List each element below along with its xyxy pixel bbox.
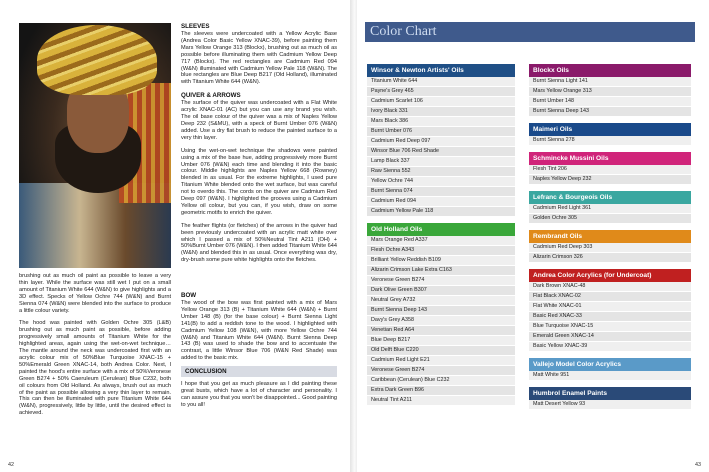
paint-color-row: Cadmium Red Light 361 bbox=[529, 204, 691, 214]
paint-color-row: Alizarin Crimson Lake Extra C163 bbox=[367, 266, 515, 276]
page-number-right: 43 bbox=[695, 462, 701, 468]
paint-brand-heading: Humbrol Enamel Paints bbox=[529, 387, 691, 400]
paint-brand-heading: Schmincke Mussini Oils bbox=[529, 152, 691, 165]
paint-color-row: Cadmium Yellow Pale 118 bbox=[367, 207, 515, 217]
conclusion-text: I hope that you get as much pleasure as I did painting these great busts, which have a lot of character and personality. I can assure you that you won't be disappointed... Good painting to you all! bbox=[181, 381, 337, 408]
paint-color-row: Matt Desert Yellow 93 bbox=[529, 400, 691, 410]
paint-color-row: Burnt Umber 148 bbox=[529, 97, 691, 107]
paint-brand-heading: Rembrandt Oils bbox=[529, 230, 691, 243]
paint-color-row: Blue Deep B217 bbox=[367, 336, 515, 346]
paint-color-row: Cadmium Red Light E21 bbox=[367, 356, 515, 366]
paint-list bbox=[529, 400, 691, 410]
paint-brand-heading: Winsor & Newton Artists' Oils bbox=[367, 64, 515, 77]
paint-color-row: Lamp Black 337 bbox=[367, 157, 515, 167]
quiver-text-3: The feather flights (or fletches) of the arrows in the quiver had been previously undercoated with an acrylic matt white over which I passed a mix of 50%Neutral Tint A211 (OH) + 50%Burnt Umber 076 (W&N). I then added Titanium White 644 (W&N) and blended this in as usual. Once everything was dry, dry-brush some pure white highlights onto the fletches. bbox=[181, 222, 337, 264]
body-text-2: The hood was painted with Golden Ochre 305 (L&B) brushing out as much paint as possible, before adding progressively small amounts of Titanium White for the highlighted areas, again using the wet-on-wet technique… The mantle around the neck was undercoated first with an acrylic colour mix of 50%Blue Turquoise XNAC-15 + 50%Emerald Green XNAC-14, both Andrea Color. Next, I painted the hood's entire surface with a mix of 50%Veronese Green B274 + 50% Caeruleum (Cerulean) Blue C232, both oil colours from Old Holland. As always, brush out as much of the paint as possible allowing a very thin layer to remain. This can then be illuminated with pure Titanium White 644 (W&N), progressively, little by little, until the desired effect is achieved. bbox=[19, 320, 171, 417]
paint-color-row: Dark Olive Green B307 bbox=[367, 286, 515, 296]
paint-color-row: Yellow Ochre 744 bbox=[367, 177, 515, 187]
paint-brand-section bbox=[367, 64, 515, 217]
paint-color-row: Flat White XNAC-01 bbox=[529, 302, 691, 312]
paint-brand-section bbox=[529, 123, 691, 146]
paint-list bbox=[367, 236, 515, 406]
paint-color-row: Cadmium Scarlet 106 bbox=[367, 97, 515, 107]
page-number-left: 42 bbox=[8, 462, 14, 468]
article-column-right bbox=[181, 23, 337, 264]
quiver-text-1: The surface of the quiver was undercoated with a Flat White acrylic XNAC-01 (AC) but you can use any brand you wish. The oil base colour of the quiver was a mix of Naples Yellow Deep 232 (S&MU), with a speck of Burnt Umber 076 (W&N) added. Use a dry flat brush to reduce the painted surface to a very thin layer. bbox=[181, 100, 337, 141]
paint-color-row: Neutral Grey A732 bbox=[367, 296, 515, 306]
paint-color-row: Dark Brown XNAC-48 bbox=[529, 282, 691, 292]
paint-color-row: Neutral Tint A211 bbox=[367, 396, 515, 406]
paint-color-row: Burnt Sienna 278 bbox=[529, 136, 691, 146]
paint-list bbox=[367, 77, 515, 217]
paint-brand-section bbox=[529, 230, 691, 263]
paint-brand-heading: Lefranc & Bourgeois Oils bbox=[529, 191, 691, 204]
paint-color-row: Veronese Green B274 bbox=[367, 366, 515, 376]
paint-brand-heading: Old Holland Oils bbox=[367, 223, 515, 236]
paint-color-row: Alizarin Crimson 326 bbox=[529, 253, 691, 263]
color-chart-left-column bbox=[367, 64, 515, 412]
paint-color-row: Veronese Green B274 bbox=[367, 276, 515, 286]
paint-list bbox=[529, 371, 691, 381]
paint-color-row: Emerald Green XNAC-14 bbox=[529, 332, 691, 342]
article-column-bottom-right bbox=[181, 292, 337, 409]
paint-brand-section bbox=[529, 269, 691, 352]
paint-color-row: Naples Yellow Deep 232 bbox=[529, 175, 691, 185]
paint-color-row: Blue Turquoise XNAC-15 bbox=[529, 322, 691, 332]
paint-color-row: Cadmium Red Deep 303 bbox=[529, 243, 691, 253]
bow-text: The wood of the bow was first painted with a mix of Mars Yellow Orange 313 (B) + Titanium White 644 (W&N) + Burnt Umber 148 (B) (for the base colour) + Burnt Sienna Light 141(B) to add a reddish tone to the wood. I highlighted with Cadmium Yellow 108 (W&N), with more Yellow Ochre 744 (W&N) and Titanium White 644 (W&N). Burnt Sienna Deep 143 (B) was used to shade the bow and to accentuate the contrast, a little Winsor Blue 706 (W&N Red Shade) was added to the basic mix. bbox=[181, 300, 337, 362]
paint-color-row: Burnt Sienna 074 bbox=[367, 187, 515, 197]
paint-color-row: Cadmium Red 094 bbox=[367, 197, 515, 207]
conclusion-bar bbox=[181, 366, 337, 377]
paint-brand-section bbox=[529, 387, 691, 410]
paint-color-row: Davy's Grey A358 bbox=[367, 316, 515, 326]
paint-color-row: Mars Yellow Orange 313 bbox=[529, 87, 691, 97]
paint-brand-section bbox=[529, 358, 691, 381]
paint-list bbox=[529, 282, 691, 352]
color-chart-title: Color Chart bbox=[370, 24, 437, 39]
right-page bbox=[357, 0, 709, 472]
paint-brand-section bbox=[529, 152, 691, 185]
paint-brand-heading: Andrea Color Acrylics (for Undercoat) bbox=[529, 269, 691, 282]
paint-list bbox=[529, 204, 691, 224]
paint-color-row: Basic Yellow XNAC-39 bbox=[529, 342, 691, 352]
paint-brand-section bbox=[367, 223, 515, 406]
paint-color-row: Mars Orange Red A337 bbox=[367, 236, 515, 246]
sleeves-heading: SLEEVES bbox=[181, 23, 210, 30]
miniature-bust-photo bbox=[19, 23, 171, 268]
paint-color-row: Winsor Blue 706 Red Shade bbox=[367, 147, 515, 157]
paint-brand-heading: Vallejo Model Color Acrylics bbox=[529, 358, 691, 371]
quiver-heading: QUIVER & ARROWS bbox=[181, 92, 241, 100]
paint-brand-section bbox=[529, 191, 691, 224]
paint-color-row: Burnt Sienna Deep 143 bbox=[529, 107, 691, 117]
paint-list bbox=[529, 165, 691, 185]
quiver-text-2: Using the wet-on-wet technique the shadows were painted using a mix of the base hue, adding progressively more Burnt Umber 076 (W&N) each time and blending it into the basic colour. Middle highlights are Naples Yellow 668 (Rowney) blended in as usual. For the extreme highlights, I used pure Titanium White blended onto the wet surface, but was careful not to overdo this. The cords on the quiver are Cadmium Red Deep 097 (W&N). I highlighted the grooves using a Cadmium Yellow oil colour, but you can, if you wish, draw on some geometric motifs to enrich the quiver. bbox=[181, 147, 337, 216]
article-column-left bbox=[19, 273, 171, 417]
paint-color-row: Venetian Red A64 bbox=[367, 326, 515, 336]
bow-heading: BOW bbox=[181, 292, 197, 299]
paint-color-row: Burnt Sienna Deep 143 bbox=[367, 306, 515, 316]
photo-turban bbox=[37, 25, 157, 95]
paint-list bbox=[529, 136, 691, 146]
paint-color-row: Burnt Sienna Light 141 bbox=[529, 77, 691, 87]
paint-brand-heading: Maimeri Oils bbox=[529, 123, 691, 136]
paint-brand-heading: Blockx Oils bbox=[529, 64, 691, 77]
paint-color-row: Flat Black XNAC-02 bbox=[529, 292, 691, 302]
paint-color-row: Flesh Tint 206 bbox=[529, 165, 691, 175]
sleeves-text: The sleeves were undercoated with a Yellow Acrylic Base (Andrea Color Basic Yellow XNAC-39), before painting them Mars Yellow Orange 313 (Blockx), brushing out as much oil as possible before illuminating them with Cadmium Yellow Deep 717 (Blockx). The red rectangles are Cadmium Red 094 (W&N) illuminated with Cadmium Yellow Pale 118 (W&N). The blue rectangles are Blue Deep B217 (Old Holland), illuminated with Titanium White 644 (W&N). bbox=[181, 31, 337, 86]
color-chart-right-column bbox=[529, 64, 691, 416]
paint-list bbox=[529, 243, 691, 263]
paint-color-row: Titanium White 644 bbox=[367, 77, 515, 87]
paint-color-row: Burnt Umber 076 bbox=[367, 127, 515, 137]
conclusion-heading: CONCLUSION bbox=[185, 368, 227, 376]
paint-color-row: Caribbean (Cerulean) Blue C232 bbox=[367, 376, 515, 386]
paint-color-row: Matt White 951 bbox=[529, 371, 691, 381]
paint-list bbox=[529, 77, 691, 117]
paint-color-row: Ivory Black 331 bbox=[367, 107, 515, 117]
paint-color-row: Cadmium Red Deep 097 bbox=[367, 137, 515, 147]
body-text-1: brushing out as much oil paint as possible to leave a very thin layer. While the surface was still wet I put on a small amount of Titanium White 644 (W&N) to give highlights and a 3D effect. Specks of Yellow Ochre 744 (W&N) and Burnt Sienna 074 (W&N) were blended into the surface to produce a little colour variety. bbox=[19, 273, 171, 314]
paint-color-row: Extra Dark Green B96 bbox=[367, 386, 515, 396]
color-chart-title-bar bbox=[365, 22, 695, 42]
left-page bbox=[0, 0, 352, 472]
paint-color-row: Basic Red XNAC-33 bbox=[529, 312, 691, 322]
paint-color-row: Payne's Grey 465 bbox=[367, 87, 515, 97]
paint-brand-section bbox=[529, 64, 691, 117]
paint-color-row: Brilliant Yellow Reddish B109 bbox=[367, 256, 515, 266]
paint-color-row: Raw Sienna 552 bbox=[367, 167, 515, 177]
paint-color-row: Golden Ochre 305 bbox=[529, 214, 691, 224]
paint-color-row: Old Delft Blue C220 bbox=[367, 346, 515, 356]
paint-color-row: Mars Black 386 bbox=[367, 117, 515, 127]
paint-color-row: Flesh Ochre A343 bbox=[367, 246, 515, 256]
